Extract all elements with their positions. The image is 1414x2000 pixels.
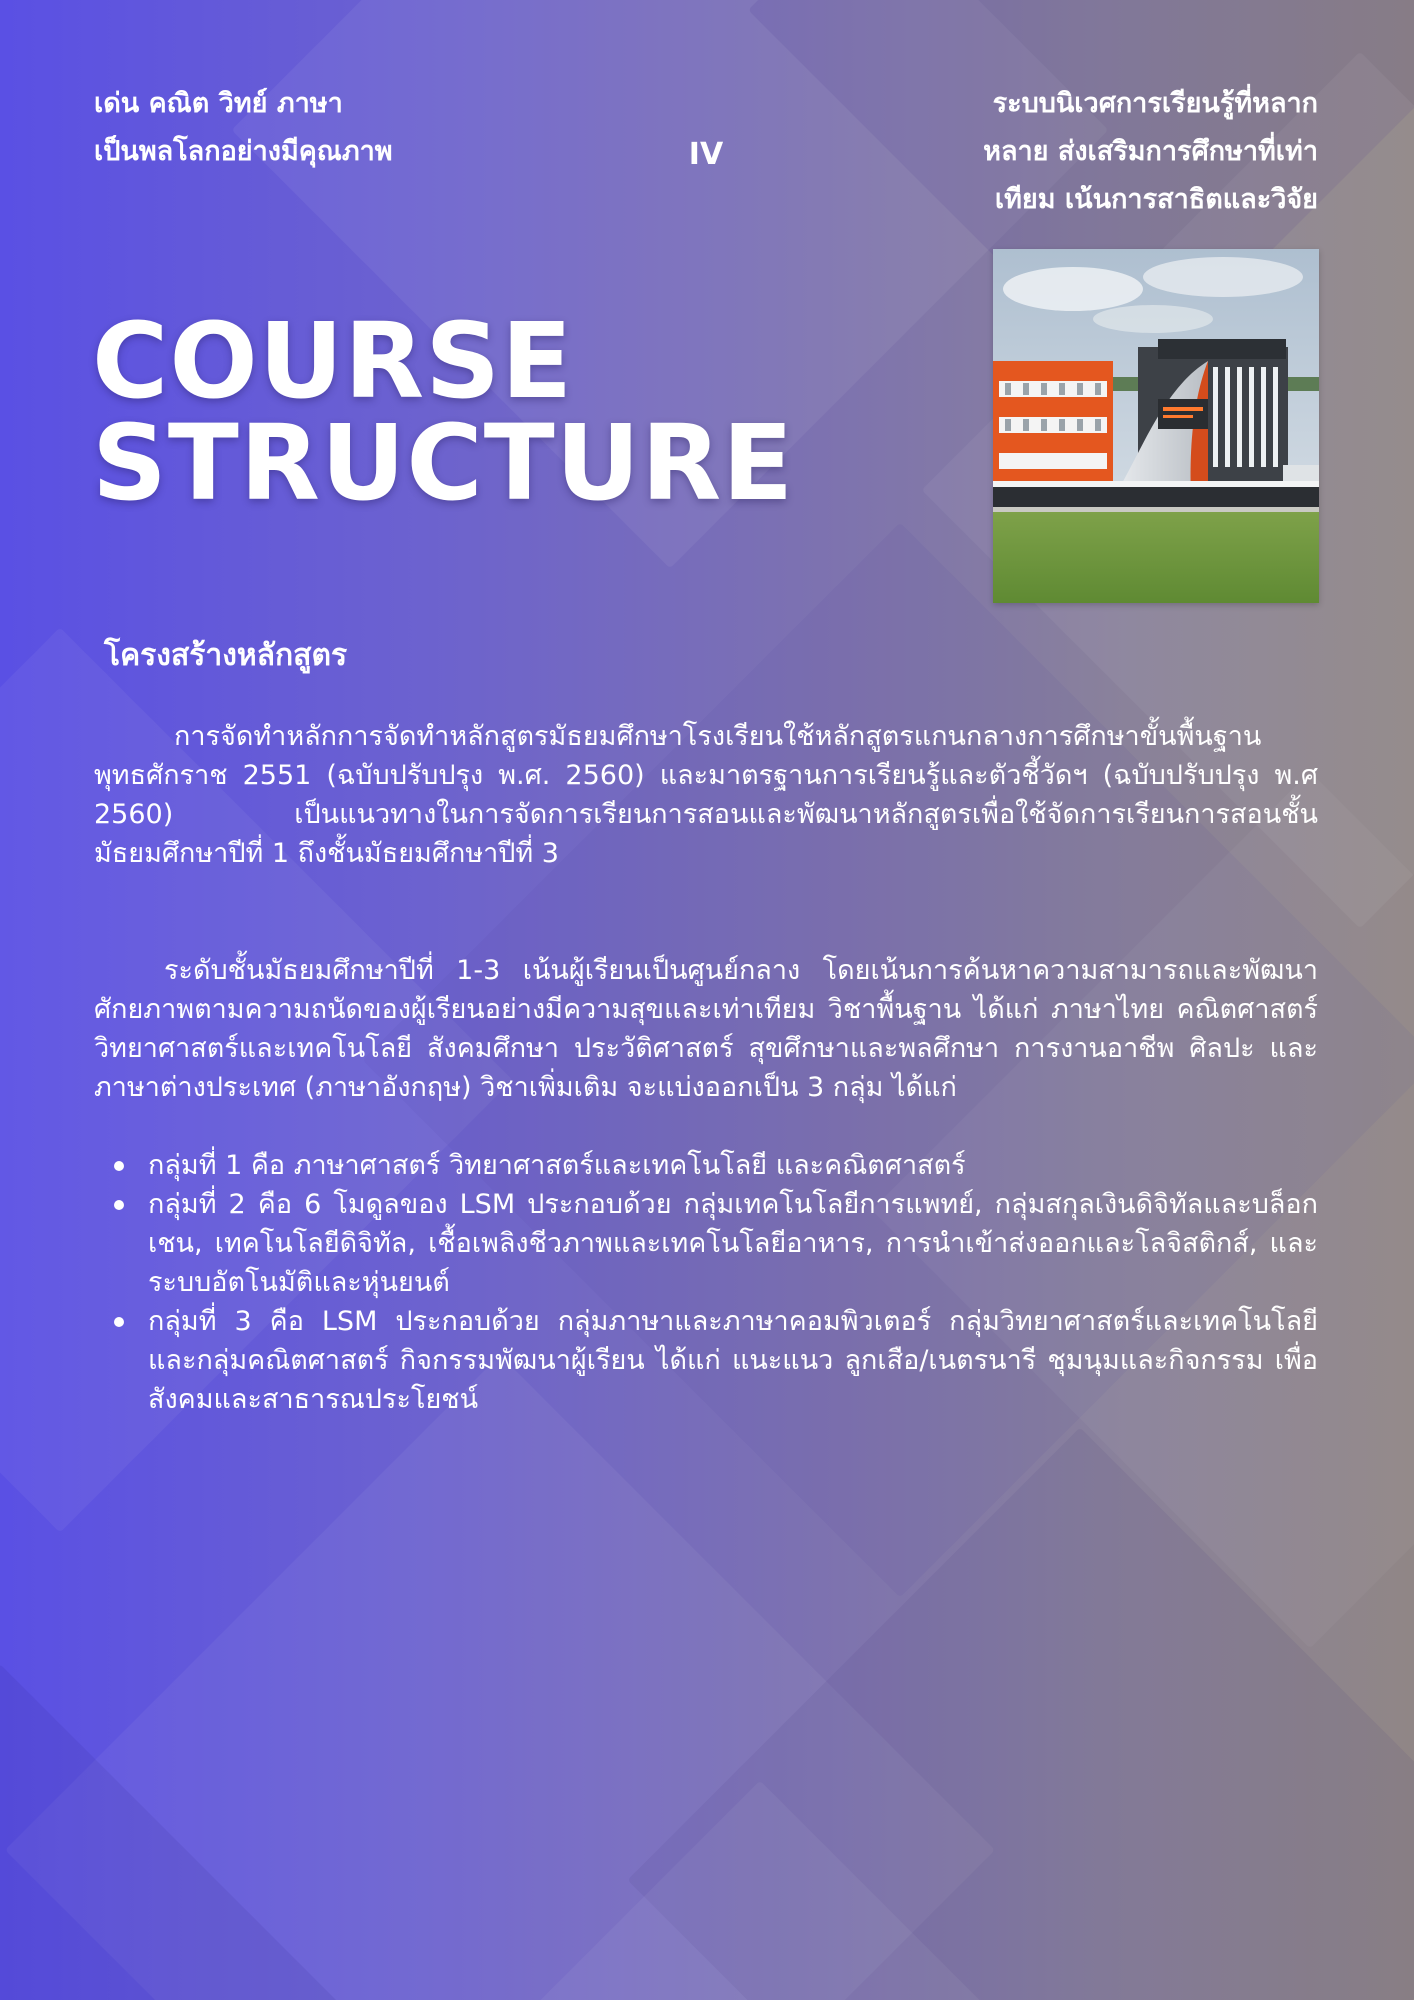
tagline-left: เด่น คณิต วิทย์ ภาษา เป็นพลโลกอย่างมีคุณภาพ [94, 88, 393, 167]
subject-group-list [94, 1146, 1318, 1419]
school-building-image [993, 249, 1319, 603]
curriculum-paragraph: ระดับชั้นมัธยมศึกษาปีที่ 1-3 เน้นผู้เรียนเป็นศูนย์กลาง โดยเน้นการค้นหาความสามารถและพัฒนาศักยภาพตามความถนัดของผู้เรียนอย่างมีความสุขและเท่าเทียม วิชาพื้นฐาน ได้แก่ ภาษาไทย คณิตศาสตร์ วิทยาศาสตร์และเทคโนโลยี สังคมศึกษา ประวัติศาสตร์ สุขศึกษาและพลศึกษา การงานอาชีพ ศิลปะ และภาษาต่างประเทศ (ภาษาอังกฤษ) วิชาเพิ่มเติม จะแบ่งออกเป็น 3 กลุ่ม ได้แก่ [94, 955, 1318, 1103]
list-item: กลุ่มที่ 2 คือ 6 โมดูลของ LSM ประกอบด้วย กลุ่มเทคโนโลยีการแพทย์, กลุ่มสกุลเงินดิจิทัลและบล็อกเชน, เทคโนโลยีดิจิทัล, เชื้อเพลิงชีวภาพและเทคโนโลยีอาหาร, การนำเข้าส่งออกและโลจิสติกส์, และระบบอัตโนมัติและหุ่นยนต์ [148, 1185, 1318, 1302]
hero-title-line-2: STRUCTURE [92, 402, 795, 524]
page-number: IV [688, 137, 724, 172]
section-heading: โครงสร้างหลักสูตร [104, 638, 348, 673]
hero-title [92, 300, 812, 524]
intro-paragraph: การจัดทำหลักการจัดทำหลักสูตรมัธยมศึกษาโรงเรียนใช้หลักสูตรแกนกลางการศึกษาขั้นพื้นฐานพุทธศักราช 2551 (ฉบับปรับปรุง พ.ศ. 2560) และมาตรฐานการเรียนรู้และตัวชี้วัดฯ (ฉบับปรับปรุง พ.ศ 2560) เป็นแนวทางในการจัดการเรียนการสอนและพัฒนาหลักสูตรเพื่อใช้จัดการเรียนการสอนชั้นมัธยมศึกษาปีที่ 1 ถึงชั้นมัธยมศึกษาปีที่ 3 [94, 721, 1318, 869]
tagline-right: ระบบนิเวศการเรียนรู้ที่หลากหลาย ส่งเสริมการศึกษาที่เท่าเทียม เน้นการสาธิตและวิจัย [983, 88, 1318, 215]
list-item: กลุ่มที่ 1 คือ ภาษาศาสตร์ วิทยาศาสตร์และเทคโนโลยี และคณิตศาสตร์ [148, 1146, 1318, 1185]
hero-title-line-1: COURSE [92, 300, 574, 422]
school-building-photo [993, 249, 1319, 603]
list-item: กลุ่มที่ 3 คือ LSM ประกอบด้วย กลุ่มภาษาและภาษาคอมพิวเตอร์ กลุ่มวิทยาศาสตร์และเทคโนโลยี และกลุ่มคณิตศาสตร์ กิจกรรมพัฒนาผู้เรียน ได้แก่ แนะแนว ลูกเสือ/เนตรนารี ชุมนุมและกิจกรรม เพื่อสังคมและสาธารณประโยชน์ [148, 1302, 1318, 1419]
